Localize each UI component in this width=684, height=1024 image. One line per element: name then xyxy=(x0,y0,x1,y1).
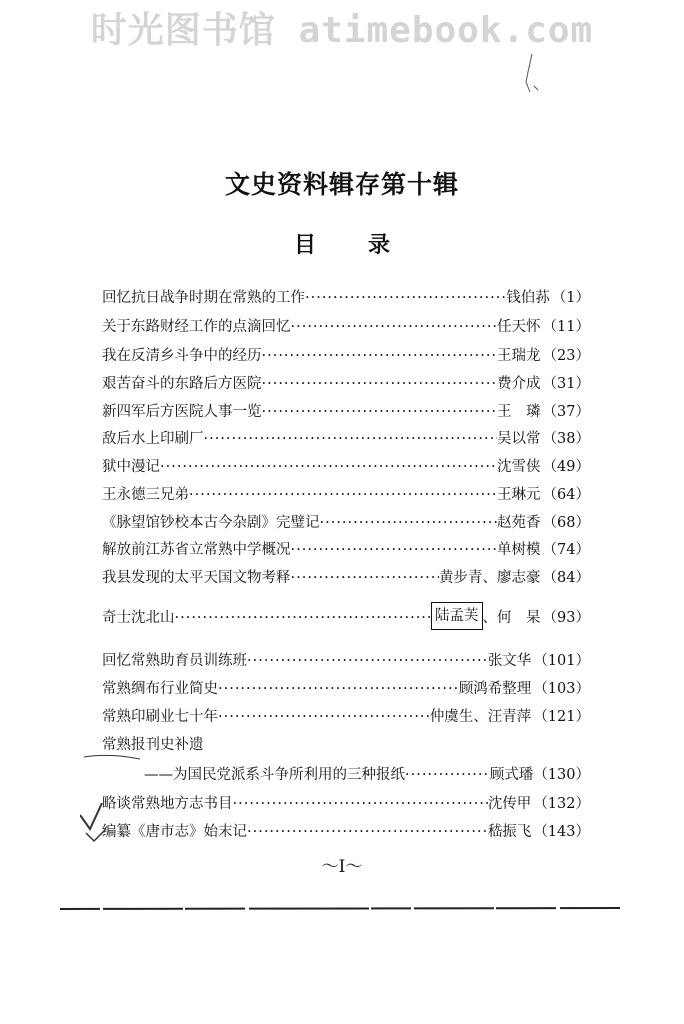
entry-author: 王 璘 xyxy=(497,404,541,420)
entry-author: 任天怀 xyxy=(497,319,541,335)
entry-page: （1） xyxy=(551,290,590,306)
bottom-rule xyxy=(60,905,620,913)
entry-page: （64） xyxy=(542,487,590,503)
entry-author: 、何 杲 xyxy=(482,610,541,626)
leader-dots xyxy=(204,427,498,451)
entry-author: 嵇振飞 xyxy=(487,824,532,840)
entry-page: （11） xyxy=(542,319,590,335)
toc-entry xyxy=(102,455,590,479)
leader-dots xyxy=(247,820,488,844)
handwritten-check-marks-icon xyxy=(80,745,200,845)
leader-dots xyxy=(305,286,506,310)
entry-title: 我县发现的太平天国文物考释 xyxy=(102,570,291,586)
entry-author: 沈雪侠 xyxy=(497,459,541,475)
leader-dots xyxy=(291,538,498,562)
entry-author: 黄步青、廖志豪 xyxy=(439,570,541,586)
entry-title: 奇士沈北山 xyxy=(102,610,175,626)
leader-dots xyxy=(262,372,498,396)
leader-dots xyxy=(160,455,497,479)
entry-title: 狱中漫记 xyxy=(102,459,160,475)
toc-entry xyxy=(102,286,590,310)
entry-page: （101） xyxy=(533,653,590,669)
leader-dots xyxy=(189,483,497,507)
entry-title: 关于东路财经工作的点滴回忆 xyxy=(102,319,291,335)
toc-heading-char-1: 目 xyxy=(293,233,316,258)
entry-page: （31） xyxy=(542,376,590,392)
toc-entry xyxy=(102,483,590,507)
entry-author: 费介成 xyxy=(497,376,541,392)
toc-entry xyxy=(102,372,590,396)
entry-title: 《脉望馆钞校本古今杂剧》完璧记 xyxy=(102,515,320,531)
entry-page: （93） xyxy=(542,610,590,626)
entry-author: 王琳元 xyxy=(497,487,541,503)
leader-dots xyxy=(320,511,498,535)
entry-page: （49） xyxy=(542,459,590,475)
entry-title: 常熟绸布行业简史 xyxy=(102,681,218,697)
entry-author: 仲虞生、汪青萍 xyxy=(429,709,532,725)
entry-author: 单树模 xyxy=(497,542,541,558)
toc-entry xyxy=(102,566,590,590)
entry-title: 回忆常熟助育员训练班 xyxy=(102,653,247,669)
toc-entry xyxy=(102,344,590,368)
toc-entry xyxy=(102,677,590,701)
leader-dots xyxy=(405,763,490,787)
toc-entry xyxy=(102,606,590,630)
leader-dots xyxy=(175,606,432,630)
entry-page: （68） xyxy=(542,515,590,531)
leader-dots xyxy=(218,705,430,729)
toc-heading xyxy=(0,228,684,259)
toc-sub-entry xyxy=(144,763,590,787)
toc-entry xyxy=(102,538,590,562)
entry-page: （23） xyxy=(542,348,590,364)
entry-title: 编纂《唐市志》始末记 xyxy=(102,824,247,840)
leader-dots xyxy=(218,677,459,701)
entry-title: 王永德三兄弟 xyxy=(102,487,189,503)
entry-title: 略谈常熟地方志书目 xyxy=(102,796,233,812)
entry-author: 沈传甲 xyxy=(487,796,532,812)
toc-entry xyxy=(102,315,590,339)
entry-page: （74） xyxy=(542,542,590,558)
sub-entry-author: 顾式璠 xyxy=(489,767,534,783)
entry-title: 艰苦奋斗的东路后方医院 xyxy=(102,376,262,392)
leader-dots xyxy=(233,792,488,816)
volume-title: 文史资料辑存第十辑 xyxy=(224,170,459,199)
toc-entry xyxy=(102,511,590,535)
entry-page: （37） xyxy=(542,404,590,420)
entry-page: （121） xyxy=(533,709,590,725)
toc-heading-char-2: 录 xyxy=(368,233,391,258)
page-number: ～Ⅰ～ xyxy=(321,857,363,877)
entry-author: 顾鸿希整理 xyxy=(458,681,532,697)
entry-page: （132） xyxy=(533,796,590,812)
entry-author-boxed: 陆孟芙 xyxy=(431,602,483,630)
toc-entry xyxy=(102,400,590,424)
entry-title: 常熟报刊史补遗 xyxy=(102,737,204,753)
leader-dots xyxy=(262,344,498,368)
toc-entry xyxy=(102,427,590,451)
sub-entry-dash: —— xyxy=(144,767,173,783)
entry-author: 钱伯荪 xyxy=(506,290,550,306)
entry-author: 王瑞龙 xyxy=(497,348,541,364)
leader-dots xyxy=(291,315,498,339)
toc-entry xyxy=(102,705,590,729)
entry-page: （84） xyxy=(542,570,590,586)
entry-author: 张文华 xyxy=(487,653,532,669)
watermark-text: 时光图书馆 atimebook.com xyxy=(90,10,594,51)
entry-page: （143） xyxy=(533,824,590,840)
entry-page: （103） xyxy=(533,681,590,697)
leader-dots xyxy=(247,649,488,673)
entry-title: 回忆抗日战争时期在常熟的工作 xyxy=(102,290,305,306)
entry-title: 我在反清乡斗争中的经历 xyxy=(102,348,262,364)
sub-entry-page: （130） xyxy=(533,767,590,783)
entry-title: 新四军后方医院人事一览 xyxy=(102,404,262,420)
entry-page: （38） xyxy=(542,431,590,447)
leader-dots xyxy=(262,400,498,424)
entry-title: 敌后水上印刷厂 xyxy=(102,431,204,447)
sub-entry-title: 为国民党派系斗争所利用的三种报纸 xyxy=(173,767,405,783)
pen-mark-icon xyxy=(518,52,548,102)
toc-entry xyxy=(102,649,590,673)
entry-title: 解放前江苏省立常熟中学概况 xyxy=(102,542,291,558)
entry-title: 常熟印刷业七十年 xyxy=(102,709,218,725)
entry-author: 赵苑香 xyxy=(497,515,541,531)
entry-author: 吴以常 xyxy=(497,431,541,447)
leader-dots xyxy=(291,566,440,590)
